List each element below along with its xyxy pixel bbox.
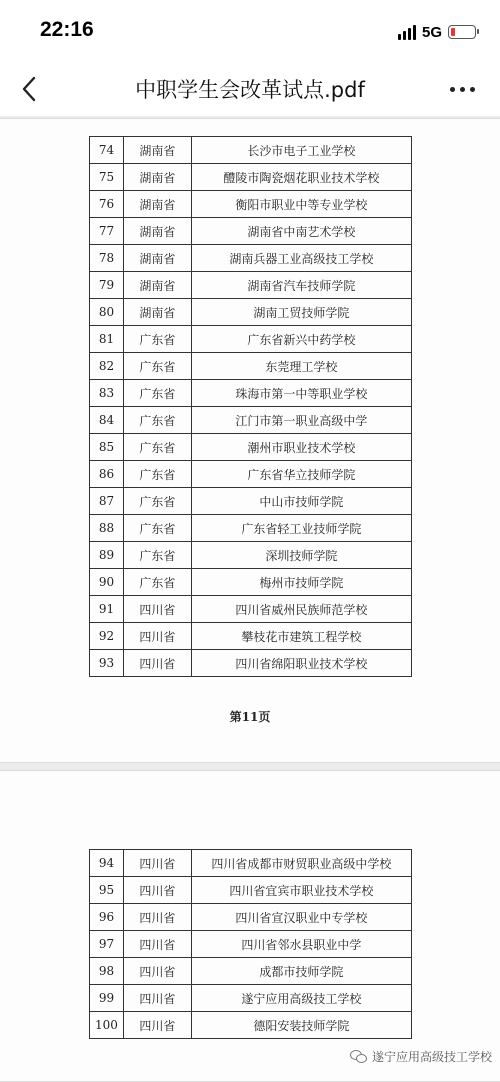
row-province: 广东省 [123, 461, 191, 488]
table-row [90, 542, 412, 569]
row-number: 77 [90, 218, 124, 245]
row-school-name: 醴陵市陶瓷烟花职业技术学校 [191, 164, 411, 191]
page-number: 第11页 [229, 710, 271, 724]
table-row [90, 380, 412, 407]
row-school-name: 广东省新兴中药学校 [191, 326, 411, 353]
row-number: 89 [90, 542, 124, 569]
table-row [90, 569, 412, 596]
row-province: 四川省 [123, 904, 191, 931]
row-province: 四川省 [123, 596, 191, 623]
row-school-name: 广东省轻工业技师学院 [191, 515, 411, 542]
row-number: 91 [90, 596, 124, 623]
row-number: 75 [90, 164, 124, 191]
row-number: 99 [90, 985, 124, 1012]
more-button[interactable] [442, 76, 482, 102]
nav-bar [0, 62, 500, 116]
school-table [89, 136, 412, 677]
row-school-name: 遂宁应用高级技工学校 [191, 985, 411, 1012]
row-school-name: 珠海市第一中等职业学校 [191, 380, 411, 407]
table-row [90, 931, 412, 958]
table-row [90, 488, 412, 515]
row-school-name: 湖南兵器工业高级技工学校 [191, 245, 411, 272]
row-number: 92 [90, 623, 124, 650]
status-indicators [398, 20, 476, 44]
watermark-text: 遂宁应用高级技工学校 [371, 1050, 492, 1064]
row-school-name: 湖南省汽车技师学院 [191, 272, 411, 299]
row-number: 86 [90, 461, 124, 488]
row-province: 湖南省 [123, 137, 191, 164]
table-row [90, 877, 412, 904]
table-row [90, 218, 412, 245]
table-row [90, 623, 412, 650]
row-number: 87 [90, 488, 124, 515]
row-province: 四川省 [123, 877, 191, 904]
table-row [90, 434, 412, 461]
row-school-name: 潮州市职业技术学校 [191, 434, 411, 461]
pdf-page-11[interactable] [0, 118, 500, 763]
row-province: 广东省 [123, 326, 191, 353]
row-school-name: 中山市技师学院 [191, 488, 411, 515]
row-number: 82 [90, 353, 124, 380]
row-province: 湖南省 [123, 299, 191, 326]
row-province: 四川省 [123, 931, 191, 958]
row-number: 100 [90, 1012, 124, 1039]
row-province: 湖南省 [123, 245, 191, 272]
row-province: 四川省 [123, 1012, 191, 1039]
row-number: 95 [90, 877, 124, 904]
row-province: 广东省 [123, 407, 191, 434]
row-province: 广东省 [123, 569, 191, 596]
table-row [90, 461, 412, 488]
row-school-name: 江门市第一职业高级中学 [191, 407, 411, 434]
row-province: 四川省 [123, 985, 191, 1012]
row-school-name: 四川省绵阳职业技术学校 [191, 650, 411, 677]
school-table [89, 849, 412, 1039]
row-number: 74 [90, 137, 124, 164]
chevron-left-icon [21, 76, 37, 102]
row-province: 湖南省 [123, 164, 191, 191]
row-province: 四川省 [123, 623, 191, 650]
table-row [90, 245, 412, 272]
row-school-name: 深圳技师学院 [191, 542, 411, 569]
more-dot [460, 87, 465, 92]
row-number: 84 [90, 407, 124, 434]
status-time: 22:16 [40, 18, 94, 41]
row-number: 93 [90, 650, 124, 677]
row-province: 湖南省 [123, 191, 191, 218]
row-number: 79 [90, 272, 124, 299]
table-row [90, 137, 412, 164]
row-province: 广东省 [123, 488, 191, 515]
battery-level [451, 28, 455, 36]
row-school-name: 衡阳市职业中等专业学校 [191, 191, 411, 218]
row-province: 四川省 [123, 650, 191, 677]
row-school-name: 四川省成都市财贸职业高级中学校 [191, 850, 411, 877]
row-province: 广东省 [123, 434, 191, 461]
status-bar [0, 0, 500, 62]
row-number: 90 [90, 569, 124, 596]
row-school-name: 四川省宜宾市职业技术学校 [191, 877, 411, 904]
table-row [90, 299, 412, 326]
table-row [90, 191, 412, 218]
row-province: 湖南省 [123, 218, 191, 245]
more-dots-icon [450, 87, 455, 92]
row-school-name: 四川省威州民族师范学校 [191, 596, 411, 623]
row-school-name: 长沙市电子工业学校 [191, 137, 411, 164]
table-row [90, 272, 412, 299]
row-number: 96 [90, 904, 124, 931]
row-province: 广东省 [123, 380, 191, 407]
row-school-name: 广东省华立技师学院 [191, 461, 411, 488]
table-row [90, 850, 412, 877]
back-button[interactable] [10, 70, 48, 108]
row-school-name: 梅州市技师学院 [191, 569, 411, 596]
pdf-page-12[interactable] [0, 770, 500, 1082]
table-row [90, 958, 412, 985]
network-label: 5G [421, 23, 442, 41]
table-row [90, 515, 412, 542]
table-row [90, 164, 412, 191]
row-school-name: 四川省宣汉职业中专学校 [191, 904, 411, 931]
row-school-name: 四川省邻水县职业中学 [191, 931, 411, 958]
row-school-name: 攀枝花市建筑工程学校 [191, 623, 411, 650]
row-province: 四川省 [123, 850, 191, 877]
row-number: 76 [90, 191, 124, 218]
row-number: 78 [90, 245, 124, 272]
table-row [90, 904, 412, 931]
row-number: 83 [90, 380, 124, 407]
row-school-name: 湖南工贸技师学院 [191, 299, 411, 326]
table-row [90, 596, 412, 623]
row-school-name: 东莞理工学校 [191, 353, 411, 380]
document-title: 中职学生会改革试点.pdf [135, 78, 365, 102]
table-row [90, 1012, 412, 1039]
row-province: 湖南省 [123, 272, 191, 299]
row-province: 广东省 [123, 542, 191, 569]
row-number: 94 [90, 850, 124, 877]
table-row [90, 407, 412, 434]
row-school-name: 湖南省中南艺术学校 [191, 218, 411, 245]
row-number: 97 [90, 931, 124, 958]
row-number: 80 [90, 299, 124, 326]
table-row [90, 353, 412, 380]
row-number: 85 [90, 434, 124, 461]
signal-icon [398, 24, 416, 40]
row-number: 88 [90, 515, 124, 542]
wechat-icon [350, 1049, 368, 1065]
watermark [350, 1048, 492, 1065]
row-school-name: 德阳安装技师学院 [191, 1012, 411, 1039]
table-row [90, 326, 412, 353]
battery-icon [448, 25, 476, 39]
row-school-name: 成都市技师学院 [191, 958, 411, 985]
row-province: 广东省 [123, 515, 191, 542]
row-province: 四川省 [123, 958, 191, 985]
row-number: 81 [90, 326, 124, 353]
table-row [90, 985, 412, 1012]
more-dot [470, 87, 475, 92]
row-number: 98 [90, 958, 124, 985]
row-province: 广东省 [123, 353, 191, 380]
table-row [90, 650, 412, 677]
